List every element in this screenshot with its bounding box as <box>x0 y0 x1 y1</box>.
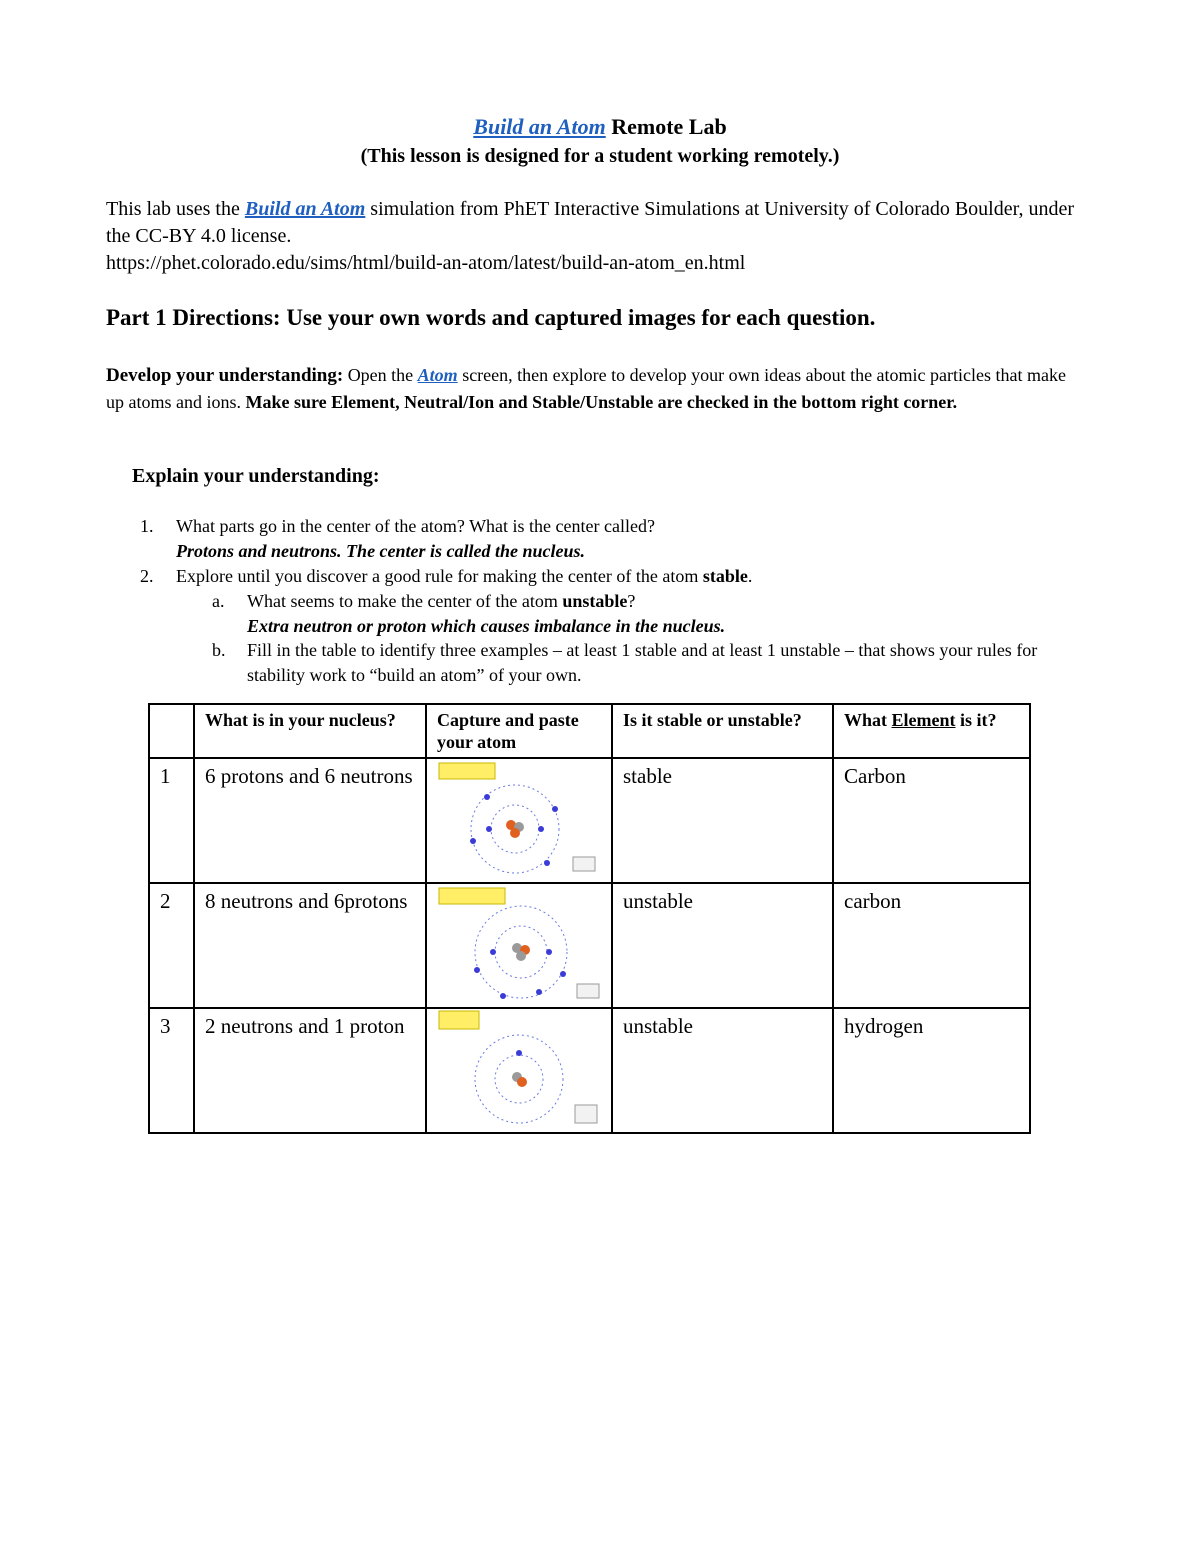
table-header-stability: Is it stable or unstable? <box>612 704 833 758</box>
proton-particle <box>517 1077 527 1087</box>
electron-particle <box>516 1050 522 1056</box>
element-header-after: is it? <box>955 710 997 730</box>
table-row <box>149 1008 1030 1133</box>
nucleus-cell: 6 protons and 6 neutrons <box>194 758 426 883</box>
intro-text-after: simulation from PhET Interactive Simulations at University of Colorado Boulder, under the CC-BY 4.0 license. <box>106 198 1075 247</box>
qa-answer: Extra neutron or proton which causes imbalance in the nucleus. <box>247 616 726 636</box>
electron-particle <box>546 949 552 955</box>
electron-particle <box>484 794 490 800</box>
electron-particle <box>552 806 558 812</box>
qa-text-after: ? <box>627 591 636 611</box>
element-cell: Carbon <box>833 758 1030 883</box>
explain-heading: Explain your understanding: <box>132 465 380 487</box>
electron-particle <box>544 860 550 866</box>
checkbox-panel <box>573 857 595 871</box>
row-number: 2 <box>149 883 194 1008</box>
develop-bold-instruction: Make sure Element, Neutral/Ion and Stable/Unstable are checked in the bottom right corner. <box>245 392 958 412</box>
electron-particle <box>538 826 544 832</box>
table-header-nucleus: What is in your nucleus? <box>194 704 426 758</box>
develop-text-before: Open the <box>343 365 418 385</box>
electron-particle <box>474 967 480 973</box>
page-title <box>0 112 1200 142</box>
q2-text: Explore until you discover a good rule for making the center of the atom <box>176 566 703 586</box>
neutron-particle <box>516 951 526 961</box>
counter-panel <box>439 763 495 779</box>
intro-link[interactable]: Build an Atom <box>244 198 366 220</box>
table-row <box>149 883 1030 1008</box>
nucleus-cell: 8 neutrons and 6protons <box>194 883 426 1008</box>
page-subtitle: (This lesson is designed for a student working remotely.) <box>360 145 840 167</box>
question-1 <box>176 514 1076 564</box>
element-header-before: What <box>844 710 892 730</box>
electron-particle <box>560 971 566 977</box>
atom-screenshot-hydrogen-unstable <box>427 1009 611 1132</box>
proton-particle <box>510 828 520 838</box>
part1-text: Use your own words and captured images for each question. <box>280 305 876 330</box>
electron-particle <box>500 993 506 999</box>
row-number: 3 <box>149 1008 194 1133</box>
qa-number: a. <box>212 591 225 611</box>
atom-screenshot-carbon-unstable <box>427 884 611 1007</box>
title-link[interactable]: Build an Atom <box>473 114 606 139</box>
q2-number: 2. <box>140 566 154 586</box>
element-header-underline: Element <box>891 710 956 730</box>
question-2 <box>176 564 1076 589</box>
table-row <box>149 758 1030 883</box>
checkbox-panel <box>577 984 599 998</box>
part1-directions <box>106 302 875 334</box>
qa-bold: unstable <box>562 591 628 611</box>
question-2b: Fill in the table to identify three examples – at least 1 stable and at least 1 unstable – that shows your rules for stability work to “build an atom” of your own. <box>247 640 1038 685</box>
intro-text-before: This lab uses the <box>106 198 245 220</box>
q2-text-after: . <box>747 566 753 586</box>
intro-paragraph <box>106 196 1086 277</box>
q1-answer: Protons and neutrons. The center is called the nucleus. <box>176 541 586 561</box>
counter-panel <box>439 888 505 904</box>
element-cell: hydrogen <box>833 1008 1030 1133</box>
table-header-element <box>833 704 1030 758</box>
question-2a <box>247 589 1097 639</box>
qa-text: What seems to make the center of the atom <box>247 591 563 611</box>
atom-capture-cell <box>426 758 612 883</box>
element-cell: carbon <box>833 883 1030 1008</box>
develop-lead: Develop your understanding: <box>106 365 344 386</box>
nucleus-cell: 2 neutrons and 1 proton <box>194 1008 426 1133</box>
q1-number: 1. <box>140 516 154 536</box>
counter-panel <box>439 1011 479 1029</box>
table-header-num <box>149 704 194 758</box>
row-number: 1 <box>149 758 194 883</box>
atom-capture-cell <box>426 883 612 1008</box>
qb-number: b. <box>212 640 226 660</box>
q1-text: What parts go in the center of the atom? What is the center called? <box>176 516 655 536</box>
table-header-capture: Capture and paste your atom <box>426 704 612 758</box>
stability-cell: stable <box>612 758 833 883</box>
part1-label: Part 1 Directions: <box>106 305 281 330</box>
electron-particle <box>470 838 476 844</box>
title-block <box>0 112 1200 170</box>
stability-cell: unstable <box>612 883 833 1008</box>
q2-bold: stable <box>702 566 748 586</box>
develop-text-after: screen, then explore to develop your own ideas about the atomic particles that make up atoms and ions. <box>106 365 1066 412</box>
electron-particle <box>490 949 496 955</box>
table-header-row <box>149 704 1030 758</box>
title-rest: Remote Lab <box>605 114 727 139</box>
intro-url: https://phet.colorado.edu/sims/html/build-an-atom/latest/build-an-atom_en.html <box>106 252 746 274</box>
atom-capture-cell <box>426 1008 612 1133</box>
stability-cell: unstable <box>612 1008 833 1133</box>
electron-particle <box>486 826 492 832</box>
atom-screen-link[interactable]: Atom <box>417 365 458 385</box>
develop-paragraph <box>106 362 1066 415</box>
atom-table <box>148 703 1031 1134</box>
electron-particle <box>536 989 542 995</box>
checkbox-panel <box>575 1105 597 1123</box>
atom-screenshot-carbon-stable <box>427 759 611 882</box>
